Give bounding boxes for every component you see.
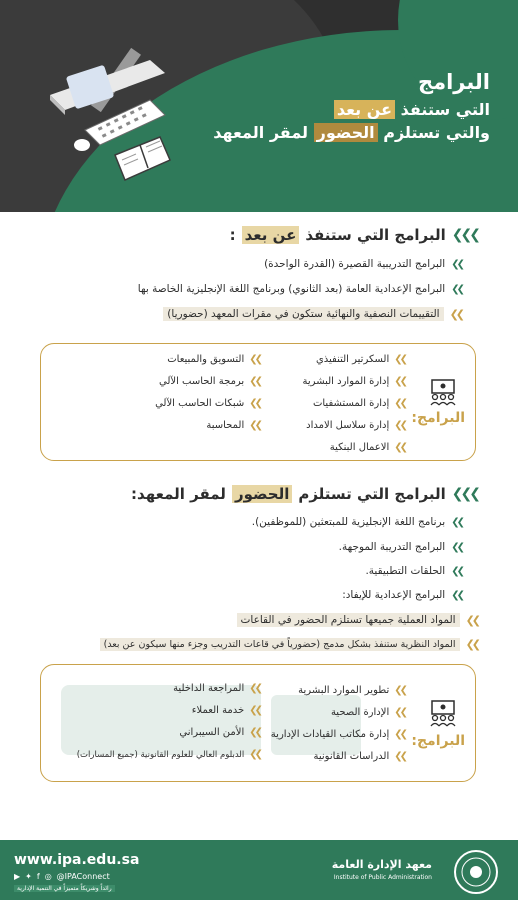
header-line-1-highlight: عن بعد bbox=[334, 100, 395, 119]
organization-name-en: Institute of Public Administration bbox=[333, 874, 432, 881]
program-item bbox=[159, 376, 260, 387]
chevron-right-icon: ❯❯❯ bbox=[451, 227, 478, 243]
chevron-right-icon: ❯❯ bbox=[451, 565, 462, 577]
section-remote-title: البرامج التي ستنفذ bbox=[305, 226, 446, 244]
program-item bbox=[298, 685, 405, 696]
youtube-icon[interactable]: ▶ bbox=[14, 872, 21, 881]
website-link[interactable]: www.ipa.edu.sa bbox=[14, 852, 140, 868]
program-item-text: الإدارة الصحية bbox=[330, 707, 390, 718]
list-item-text: برنامج اللغة الإنجليزية للمبتعثين (للموظفين). bbox=[251, 516, 446, 528]
chevron-right-icon: ❯❯ bbox=[451, 589, 462, 601]
section-remote-heading bbox=[230, 226, 478, 244]
list-item bbox=[163, 307, 462, 321]
program-item-text: المحاسبة bbox=[206, 420, 245, 431]
program-item bbox=[316, 354, 405, 365]
section-onsite-heading bbox=[131, 485, 478, 503]
tagline: رائداً وشريكاً متميزاً في التنمية الإدارية bbox=[14, 885, 115, 892]
header-line-2-post: لمقر المعهد bbox=[213, 123, 309, 142]
program-item bbox=[306, 420, 405, 431]
program-item bbox=[173, 683, 260, 694]
organization-name-ar: معهد الإدارة العامة bbox=[331, 858, 432, 871]
program-item-text: خدمة العملاء bbox=[191, 705, 245, 716]
chevron-right-icon: ❯❯ bbox=[449, 307, 462, 321]
list-sub-item-text: المواد النظرية ستنفذ بشكل مدمج (حضورياً في قاعات التدريب وجزء منها سيكون عن بعد) bbox=[100, 638, 460, 651]
social-handle[interactable]: @IPAConnect bbox=[56, 872, 110, 881]
chevron-right-icon: ❯❯ bbox=[465, 638, 478, 651]
chevron-right-icon: ❯❯ bbox=[465, 613, 478, 627]
box-programs-label: البرامج: bbox=[411, 410, 465, 426]
program-item bbox=[192, 705, 260, 716]
program-item bbox=[155, 398, 260, 409]
footer bbox=[0, 840, 518, 900]
program-item bbox=[206, 420, 260, 431]
chevron-right-icon: ❯❯ bbox=[249, 376, 260, 387]
chevron-right-icon: ❯❯ bbox=[394, 707, 405, 718]
program-item bbox=[271, 729, 405, 740]
list-item-text: البرامج التدريبة الموجهة. bbox=[338, 541, 446, 553]
classroom-icon bbox=[429, 699, 457, 727]
chevron-right-icon: ❯❯ bbox=[394, 398, 405, 409]
twitter-icon[interactable]: ✦ bbox=[25, 872, 32, 881]
header-title: البرامج bbox=[417, 70, 490, 94]
program-item-text: الدبلوم العالي للعلوم القانونية (جميع المسارات) bbox=[76, 749, 245, 760]
header-line-2-highlight: الحضور bbox=[314, 123, 378, 142]
chevron-right-icon: ❯❯ bbox=[394, 751, 405, 762]
program-item-text: المراجعة الداخلية bbox=[173, 683, 245, 694]
program-item-text: السكرتير التنفيذي bbox=[315, 354, 390, 365]
list-item bbox=[264, 258, 462, 270]
program-item-text: برمجة الحاسب الآلي bbox=[159, 376, 245, 387]
facebook-icon[interactable]: f bbox=[36, 872, 40, 881]
chevron-right-icon: ❯❯ bbox=[249, 420, 260, 431]
chevron-right-icon: ❯❯ bbox=[451, 283, 462, 295]
program-item-text: التسويق والمبيعات bbox=[167, 354, 245, 365]
header-banner bbox=[0, 0, 518, 212]
chevron-right-icon: ❯❯ bbox=[451, 258, 462, 270]
list-item-text: الحلقات التطبيقية. bbox=[365, 565, 446, 577]
chevron-right-icon: ❯❯ bbox=[249, 398, 260, 409]
program-item bbox=[77, 749, 260, 760]
list-sub-item bbox=[100, 638, 478, 651]
header-line-1-text: التي ستنفذ bbox=[400, 100, 490, 119]
chevron-right-icon: ❯❯ bbox=[249, 749, 260, 760]
chevron-right-icon: ❯❯ bbox=[394, 442, 405, 453]
list-sub-item bbox=[237, 613, 479, 627]
program-item-text: الاعمال البنكية bbox=[329, 442, 390, 453]
chevron-right-icon: ❯❯ bbox=[451, 541, 462, 553]
section-onsite-title-post: لمقر المعهد: bbox=[131, 485, 226, 503]
list-item bbox=[365, 565, 462, 577]
section-onsite-title: البرامج التي تستلزم bbox=[298, 485, 446, 503]
program-item-text: إدارة المستشفيات bbox=[312, 398, 390, 409]
chevron-right-icon: ❯❯ bbox=[249, 683, 260, 694]
program-item-text: شبكات الحاسب الآلي bbox=[155, 398, 245, 409]
classroom-icon bbox=[429, 378, 457, 406]
header-line-2 bbox=[213, 123, 490, 142]
chevron-right-icon: ❯❯ bbox=[394, 354, 405, 365]
list-item bbox=[342, 589, 462, 601]
institute-logo-icon bbox=[454, 850, 498, 894]
list-item-text: التقييمات النصفية والنهائية ستكون في مقرات المعهد (حضوريا) bbox=[163, 307, 443, 321]
program-item bbox=[179, 727, 260, 738]
social-links bbox=[14, 872, 110, 881]
list-item bbox=[252, 516, 462, 528]
header-titles bbox=[213, 70, 490, 146]
section-onsite-title-highlight: الحضور bbox=[232, 485, 292, 503]
list-item bbox=[339, 541, 462, 553]
list-item bbox=[138, 283, 462, 295]
program-item bbox=[313, 398, 405, 409]
list-item-text: البرامج الإعدادية للإيفاد: bbox=[342, 589, 446, 601]
list-item-text: البرامج الإعدادية العامة (بعد الثانوي) وبرنامج اللغة الإنجليزية الخاصة بها bbox=[137, 283, 446, 295]
instagram-icon[interactable]: ◎ bbox=[44, 872, 52, 881]
chevron-right-icon: ❯❯ bbox=[394, 685, 405, 696]
header-line-1 bbox=[213, 100, 490, 119]
chevron-right-icon: ❯❯ bbox=[451, 516, 462, 528]
laptop-keyboard-book-illustration bbox=[40, 45, 180, 185]
chevron-right-icon: ❯❯ bbox=[249, 727, 260, 738]
program-item-text: تطوير الموارد البشرية bbox=[298, 685, 390, 696]
program-item-text: الأمن السيبراني bbox=[179, 727, 245, 738]
program-item bbox=[330, 442, 405, 453]
program-item bbox=[167, 354, 260, 365]
box-programs-label: البرامج: bbox=[411, 733, 465, 749]
program-item bbox=[303, 376, 405, 387]
section-remote-title-colon: : bbox=[229, 226, 236, 244]
list-item-text: البرامج التدريبية القصيرة (القدرة الواحدة) bbox=[264, 258, 446, 270]
programs-box-remote bbox=[40, 343, 476, 461]
chevron-right-icon: ❯❯ bbox=[394, 376, 405, 387]
section-remote-title-highlight: عن بعد bbox=[242, 226, 300, 244]
program-item-text: إدارة الموارد البشرية bbox=[302, 376, 390, 387]
program-item bbox=[313, 751, 405, 762]
program-item-text: إدارة مكاتب القيادات الإدارية bbox=[270, 729, 390, 740]
chevron-right-icon: ❯❯❯ bbox=[451, 486, 478, 502]
programs-box-onsite bbox=[40, 664, 476, 782]
chevron-right-icon: ❯❯ bbox=[249, 705, 260, 716]
program-item bbox=[331, 707, 405, 718]
list-sub-item-text: المواد العملية جميعها تستلزم الحضور في القاعات bbox=[237, 613, 460, 627]
program-item-text: الدراسات القانونية bbox=[313, 751, 390, 762]
chevron-right-icon: ❯❯ bbox=[249, 354, 260, 365]
program-item-text: إدارة سلاسل الامداد bbox=[306, 420, 390, 431]
header-line-2-text: والتي تستلزم bbox=[383, 123, 490, 142]
chevron-right-icon: ❯❯ bbox=[394, 729, 405, 740]
chevron-right-icon: ❯❯ bbox=[394, 420, 405, 431]
